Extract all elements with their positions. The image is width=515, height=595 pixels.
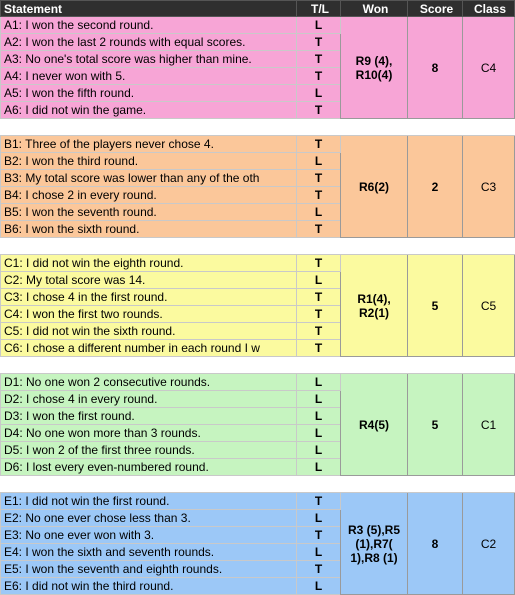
header-tf[interactable]: T/L: [297, 1, 341, 17]
tf-cell[interactable]: T: [297, 289, 341, 306]
statement-cell[interactable]: E2: No one ever chose less than 3.: [1, 510, 297, 527]
tf-cell[interactable]: L: [297, 153, 341, 170]
statement-cell[interactable]: E4: I won the sixth and seventh rounds.: [1, 544, 297, 561]
tf-cell[interactable]: T: [297, 68, 341, 85]
table-row: [1, 136, 515, 153]
statement-cell[interactable]: C3: I chose 4 in the first round.: [1, 289, 297, 306]
score-cell[interactable]: 8: [408, 17, 463, 119]
statement-cell[interactable]: C5: I did not win the sixth round.: [1, 323, 297, 340]
statement-cell[interactable]: A3: No one's total score was higher than mine.: [1, 51, 297, 68]
won-cell[interactable]: R6(2): [341, 136, 408, 238]
statement-cell[interactable]: E6: I did not win the third round.: [1, 578, 297, 595]
class-cell[interactable]: C5: [463, 255, 515, 357]
class-cell[interactable]: C1: [463, 374, 515, 476]
statement-cell[interactable]: A2: I won the last 2 rounds with equal scores.: [1, 34, 297, 51]
table-row: [1, 493, 515, 510]
tf-cell[interactable]: L: [297, 544, 341, 561]
won-cell[interactable]: R3 (5),R5 (1),R7( 1),R8 (1): [341, 493, 408, 595]
tf-cell[interactable]: T: [297, 51, 341, 68]
tf-cell[interactable]: L: [297, 17, 341, 34]
tf-cell[interactable]: T: [297, 340, 341, 357]
statement-cell[interactable]: B1: Three of the players never chose 4.: [1, 136, 297, 153]
spacer-row: [1, 357, 515, 374]
statement-cell[interactable]: E5: I won the seventh and eighth rounds.: [1, 561, 297, 578]
tf-cell[interactable]: L: [297, 510, 341, 527]
tf-cell[interactable]: T: [297, 187, 341, 204]
statement-cell[interactable]: E1: I did not win the first round.: [1, 493, 297, 510]
tf-cell[interactable]: T: [297, 561, 341, 578]
header-class[interactable]: Class: [463, 1, 515, 17]
score-cell[interactable]: 8: [408, 493, 463, 595]
table-row: [1, 17, 515, 34]
tf-cell[interactable]: T: [297, 527, 341, 544]
tf-cell[interactable]: T: [297, 306, 341, 323]
tf-cell[interactable]: L: [297, 408, 341, 425]
class-cell[interactable]: C4: [463, 17, 515, 119]
statement-cell[interactable]: D2: I chose 4 in every round.: [1, 391, 297, 408]
tf-cell[interactable]: T: [297, 136, 341, 153]
table-row: [1, 374, 515, 391]
score-cell[interactable]: 5: [408, 374, 463, 476]
statement-cell[interactable]: B3: My total score was lower than any of the oth: [1, 170, 297, 187]
class-cell[interactable]: C2: [463, 493, 515, 595]
tf-cell[interactable]: L: [297, 459, 341, 476]
spacer-row: [1, 238, 515, 255]
statement-cell[interactable]: B5: I won the seventh round.: [1, 204, 297, 221]
tf-cell[interactable]: T: [297, 170, 341, 187]
tf-cell[interactable]: L: [297, 578, 341, 595]
tf-cell[interactable]: L: [297, 85, 341, 102]
statement-cell[interactable]: D5: I won 2 of the first three rounds.: [1, 442, 297, 459]
tf-cell[interactable]: T: [297, 221, 341, 238]
header-row: [1, 1, 515, 17]
class-cell[interactable]: C3: [463, 136, 515, 238]
tf-cell[interactable]: L: [297, 204, 341, 221]
won-cell[interactable]: R1(4), R2(1): [341, 255, 408, 357]
statement-cell[interactable]: A6: I did not win the game.: [1, 102, 297, 119]
statement-cell[interactable]: D3: I won the first round.: [1, 408, 297, 425]
tf-cell[interactable]: T: [297, 493, 341, 510]
tf-cell[interactable]: L: [297, 425, 341, 442]
statement-cell[interactable]: C4: I won the first two rounds.: [1, 306, 297, 323]
statement-cell[interactable]: A4: I never won with 5.: [1, 68, 297, 85]
statement-cell[interactable]: B2: I won the third round.: [1, 153, 297, 170]
tf-cell[interactable]: L: [297, 272, 341, 289]
tf-cell[interactable]: T: [297, 323, 341, 340]
header-statement[interactable]: Statement: [1, 1, 297, 17]
statement-cell[interactable]: D6: I lost every even-numbered round.: [1, 459, 297, 476]
spacer-row: [1, 476, 515, 493]
statement-cell[interactable]: B4: I chose 2 in every round.: [1, 187, 297, 204]
tf-cell[interactable]: T: [297, 255, 341, 272]
statement-cell[interactable]: A5: I won the fifth round.: [1, 85, 297, 102]
tf-cell[interactable]: L: [297, 391, 341, 408]
statement-cell[interactable]: E3: No one ever won with 3.: [1, 527, 297, 544]
tf-cell[interactable]: T: [297, 102, 341, 119]
score-cell[interactable]: 2: [408, 136, 463, 238]
tf-cell[interactable]: L: [297, 374, 341, 391]
tf-cell[interactable]: L: [297, 442, 341, 459]
won-cell[interactable]: R9 (4), R10(4): [341, 17, 408, 119]
statement-cell[interactable]: D1: No one won 2 consecutive rounds.: [1, 374, 297, 391]
statement-cell[interactable]: C1: I did not win the eighth round.: [1, 255, 297, 272]
statement-cell[interactable]: D4: No one won more than 3 rounds.: [1, 425, 297, 442]
statement-cell[interactable]: C2: My total score was 14.: [1, 272, 297, 289]
header-score[interactable]: Score: [408, 1, 463, 17]
statement-cell[interactable]: A1: I won the second round.: [1, 17, 297, 34]
header-won[interactable]: Won: [341, 1, 408, 17]
statement-cell[interactable]: B6: I won the sixth round.: [1, 221, 297, 238]
statement-cell[interactable]: C6: I chose a different number in each round I w: [1, 340, 297, 357]
tf-cell[interactable]: T: [297, 34, 341, 51]
spacer-row: [1, 119, 515, 136]
won-cell[interactable]: R4(5): [341, 374, 408, 476]
score-cell[interactable]: 5: [408, 255, 463, 357]
table-row: [1, 255, 515, 272]
